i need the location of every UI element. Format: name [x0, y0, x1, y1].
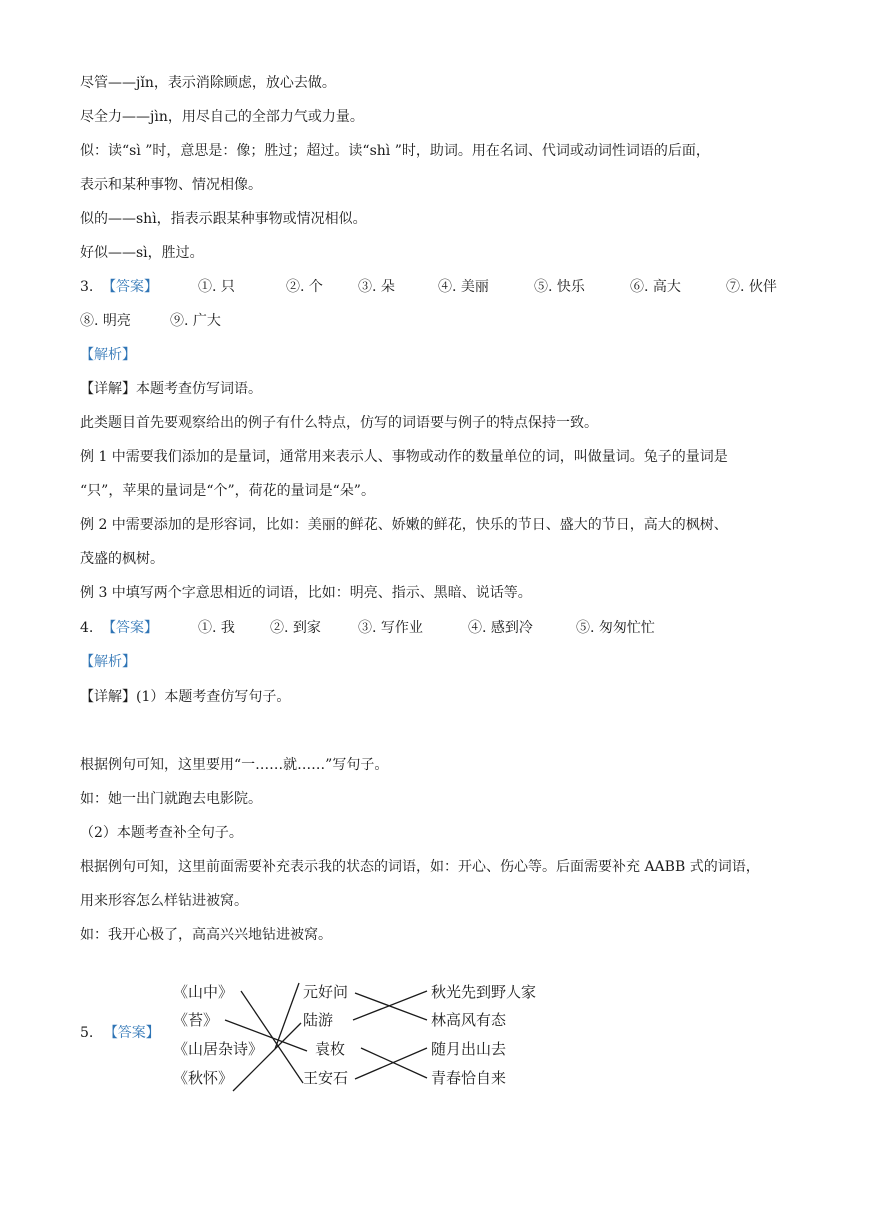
- poem-shanzhong: 《山中》: [173, 983, 234, 1001]
- paragraph-jinguan: 尽管——jǐn，表示消除顾虑，放心去做。: [80, 75, 336, 91]
- connector-shanzhong-wanganshi: [241, 991, 303, 1083]
- q3-answer-5: ⑤. 快乐: [534, 279, 585, 295]
- q3-line-2: 例 1 中需要我们添加的是量词，通常用来表示人、事物或动作的数量单位的词，叫做量词。兔子的量词是: [80, 449, 728, 465]
- q3-answer-4: ④. 美丽: [438, 279, 489, 295]
- q3-answer-8: ⑧. 明亮: [80, 313, 131, 329]
- q3-answer-3: ③. 朵: [358, 279, 395, 295]
- q4-line-1: 根据例句可知，这里要用“一……就……”写句子。: [80, 757, 389, 773]
- q3-detail: 【详解】本题考查仿写词语。: [80, 381, 262, 397]
- paragraph-haosi: 好似——sì，胜过。: [80, 245, 204, 261]
- q3-line-1: 此类题目首先要观察给出的例子有什么特点，仿写的词语要与例子的特点保持一致。: [80, 415, 598, 431]
- paragraph-si-explanation-cont: 表示和某种事物、情况相像。: [80, 177, 262, 193]
- verse-qiuguang: 秋光先到野人家: [431, 983, 537, 1001]
- paragraph-side: 似的——shì，指表示跟某种事物或情况相似。: [80, 211, 367, 227]
- verse-suiyue: 随月出山去: [431, 1040, 507, 1058]
- poet-yuanhaowen: 元好问: [303, 983, 349, 1001]
- q3-line-3: “只”，苹果的量词是“个”，荷花的量词是“朵”。: [80, 483, 375, 499]
- q4-answer-tag: 【答案】: [102, 620, 158, 636]
- connector-shanjuzashi-yuanhaowen: [275, 983, 299, 1049]
- paragraph-jinquanli: 尽全力——jìn，用尽自己的全部力气或力量。: [80, 109, 364, 125]
- q4-line-2: 如：她一出门就跑去电影院。: [80, 791, 262, 807]
- verse-lingaofeng: 林高风有态: [431, 1011, 507, 1029]
- q4-line-3: （2）本题考查补全句子。: [80, 825, 243, 841]
- q5-answer-tag: 【答案】: [103, 1025, 160, 1041]
- q3-answer-1: ①. 只: [198, 279, 235, 295]
- q3-answer-tag: 【答案】: [102, 279, 158, 295]
- q4-line-4: 根据例句可知，这里前面需要补充表示我的状态的词语，如：开心、伤心等。后面需要补充 AABB 式的词语，: [80, 859, 760, 875]
- poet-luyou: 陆游: [303, 1011, 334, 1029]
- q4-detail: 【详解】(1）本题考查仿写句子。: [80, 689, 291, 705]
- poem-shanjuzashi: 《山居杂诗》: [173, 1040, 264, 1058]
- poet-wanganshi: 王安石: [303, 1069, 349, 1087]
- q3-answer-6: ⑥. 高大: [630, 279, 681, 295]
- q4-line-6: 如：我开心极了，高高兴兴地钻进被窝。: [80, 927, 332, 943]
- q4-answer-3: ③. 写作业: [358, 620, 423, 636]
- q3-line-6: 例 3 中填写两个字意思相近的词语，比如：明亮、指示、黑暗、说话等。: [80, 585, 532, 601]
- poem-matching-diagram: [165, 975, 555, 1100]
- q3-answer-2: ②. 个: [286, 279, 323, 295]
- q5-label: [80, 1023, 160, 1043]
- q3-line-4: 例 2 中需要添加的是形容词，比如：美丽的鲜花、娇嫩的鲜花，快乐的节日、盛大的节日，高大的枫树、: [80, 517, 728, 533]
- q5-number: 5.: [80, 1025, 94, 1041]
- q4-answer-2: ②. 到家: [270, 620, 321, 636]
- q4-number: 4.: [80, 620, 94, 636]
- q4-line-5: 用来形容怎么样钻进被窝。: [80, 893, 248, 909]
- poem-qiuhuai: 《秋怀》: [173, 1069, 234, 1087]
- q3-answer-7: ⑦. 伙伴: [726, 279, 777, 295]
- q4-answer-4: ④. 感到冷: [468, 620, 533, 636]
- q3-line-5: 茂盛的枫树。: [80, 551, 164, 567]
- poet-yuanmei: 袁枚: [315, 1040, 346, 1058]
- q4-answer-5: ⑤. 匆匆忙忙: [576, 620, 655, 636]
- q4-analysis-tag: 【解析】: [80, 654, 136, 670]
- paragraph-si-explanation: 似：读“sì ”时，意思是：像；胜过；超过。读“shì ”时，助词。用在名词、代词或动词性词语的后面，: [80, 143, 710, 159]
- verse-qingchun: 青春恰自来: [431, 1069, 507, 1087]
- q3-number: 3.: [80, 279, 94, 295]
- q3-analysis-tag: 【解析】: [80, 347, 136, 363]
- q3-answer-9: ⑨. 广大: [170, 313, 221, 329]
- connector-yuanhaowen-lingaofeng: [355, 993, 427, 1020]
- poem-tai: 《苔》: [173, 1011, 219, 1029]
- q4-answer-1: ①. 我: [198, 620, 235, 636]
- connector-wanganshi-suiyue: [355, 1048, 427, 1079]
